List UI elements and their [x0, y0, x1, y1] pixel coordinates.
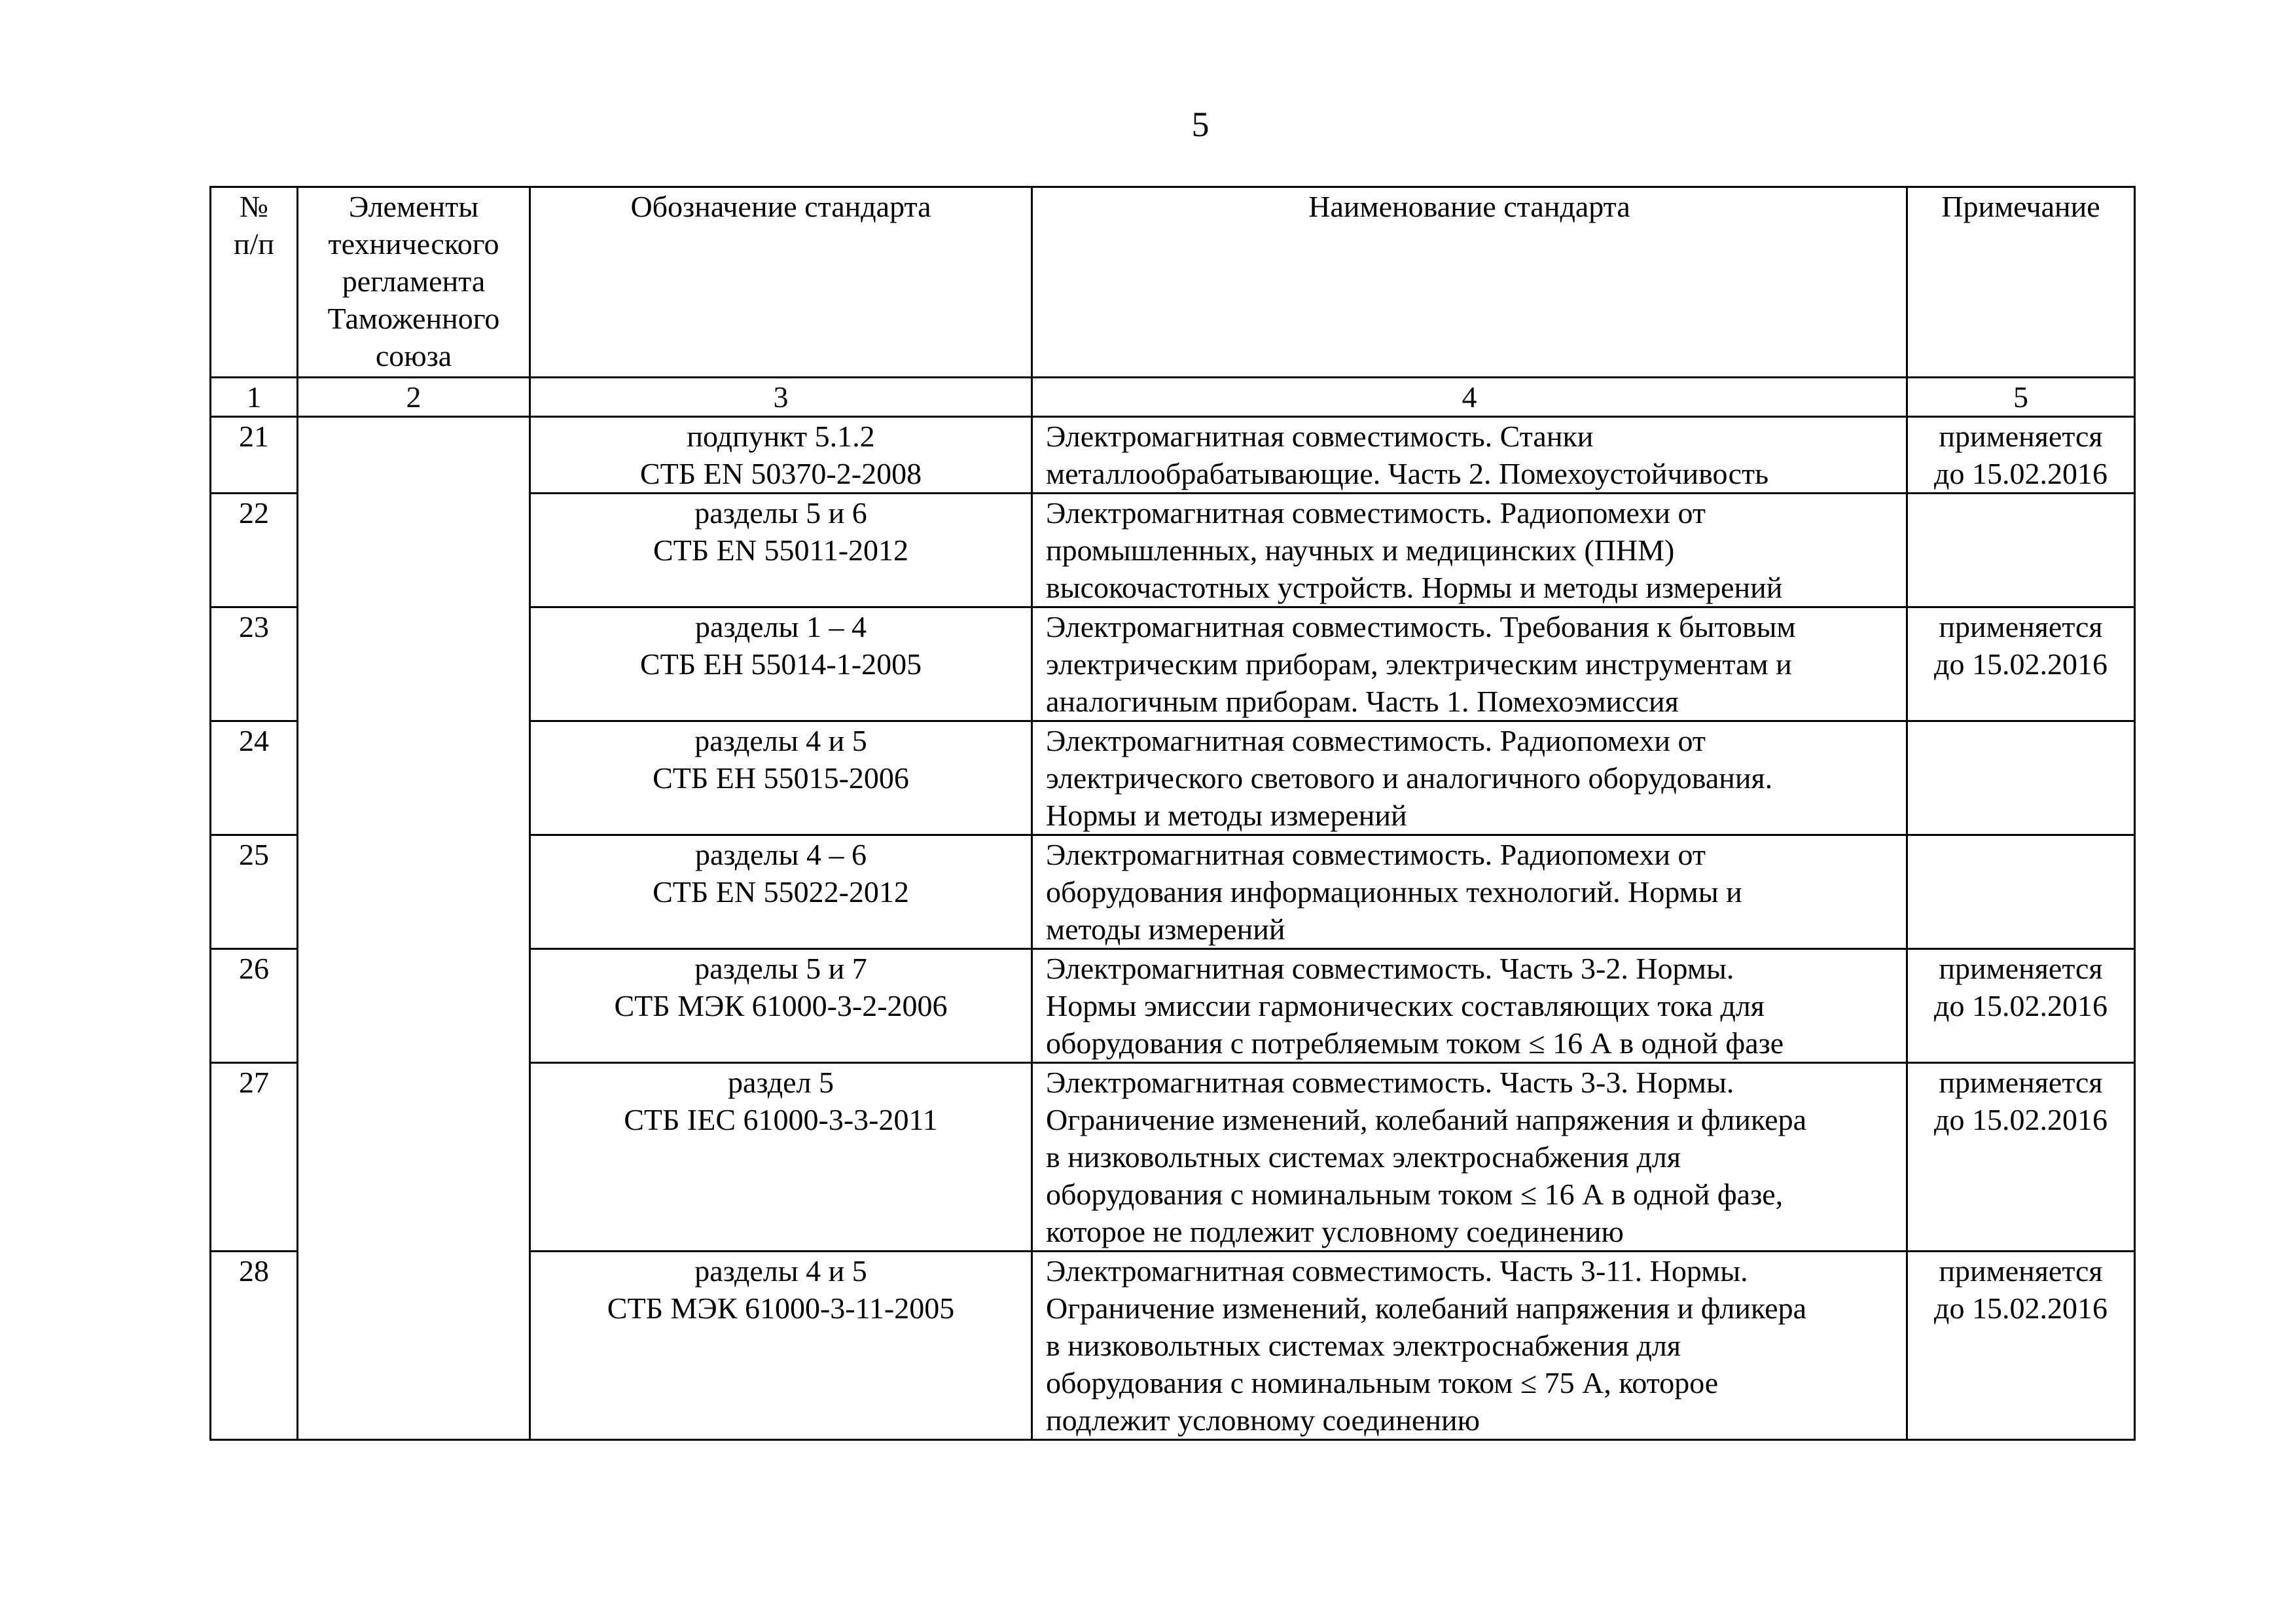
standard-designation-line: СТБ МЭК 61000-3-11-2005: [607, 1291, 955, 1325]
standard-name-line: электрического светового и аналогичного оборудования.: [1046, 761, 1773, 795]
standard-name-line: Электромагнитная совместимость. Станки: [1046, 420, 1594, 453]
standard-name-line: высокочастотных устройств. Нормы и методы измерений: [1046, 571, 1783, 604]
standard-note: [1907, 949, 2135, 1063]
standard-name-line: которое не подлежит условному соединению: [1046, 1215, 1624, 1248]
standard-designation: [530, 494, 1032, 607]
standard-name-line: оборудования с потребляемым током ≤ 16 А в одной фазе: [1046, 1026, 1784, 1060]
table-header-row: [211, 187, 2135, 378]
standard-designation-line: разделы 4 и 5: [694, 1254, 867, 1288]
standard-name: [1032, 1252, 1907, 1440]
row-number: 25: [211, 835, 298, 949]
standard-note: [1907, 835, 2135, 949]
standard-designation: [530, 417, 1032, 494]
standard-name-line: Электромагнитная совместимость. Часть 3-3. Нормы.: [1046, 1066, 1734, 1099]
standard-note-line: до 15.02.2016: [1934, 1291, 2108, 1325]
standard-name-line: Ограничение изменений, колебаний напряжения и фликера: [1046, 1291, 1807, 1325]
standard-note-line: применяется: [1939, 1066, 2103, 1099]
header-name: Наименование стандарта: [1032, 187, 1907, 378]
standard-name-line: Нормы эмиссии гармонических составляющих тока для: [1046, 989, 1765, 1022]
standard-name-line: Электромагнитная совместимость. Радиопомехи от: [1046, 838, 1706, 871]
standard-name-line: методы измерений: [1046, 912, 1285, 946]
standard-designation-line: разделы 4 – 6: [695, 838, 867, 871]
standard-note: [1907, 417, 2135, 494]
standard-name: [1032, 835, 1907, 949]
standard-name-line: Электромагнитная совместимость. Радиопомехи от: [1046, 724, 1706, 757]
standard-designation-line: СТБ IEC 61000-3-3-2011: [624, 1103, 938, 1136]
standard-designation-line: разделы 1 – 4: [695, 610, 867, 643]
standard-designation-line: СТБ МЭК 61000-3-2-2006: [614, 989, 948, 1022]
standard-name-line: оборудования с номинальным током ≤ 75 А, которое: [1046, 1366, 1719, 1399]
standard-name: [1032, 949, 1907, 1063]
standard-designation-line: раздел 5: [727, 1066, 834, 1099]
table-body: [211, 417, 2135, 1440]
standard-name-line: подлежит условному соединению: [1046, 1403, 1480, 1437]
standard-designation-line: разделы 4 и 5: [694, 724, 867, 757]
standard-name: [1032, 417, 1907, 494]
standard-designation-line: СТБ ЕН 55015-2006: [653, 761, 909, 795]
row-number: 23: [211, 607, 298, 721]
column-number: 1: [211, 378, 298, 417]
standard-designation: [530, 835, 1032, 949]
standard-designation-line: СТБ EN 50370-2-2008: [639, 457, 922, 490]
column-number-row: [211, 378, 2135, 417]
standard-name-line: промышленных, научных и медицинских (ПНМ): [1046, 533, 1675, 567]
elements-cell: [298, 417, 530, 1440]
standard-note: [1907, 607, 2135, 721]
row-number: 22: [211, 494, 298, 607]
header-num: № п/п: [211, 187, 298, 378]
row-number: 27: [211, 1063, 298, 1252]
standard-designation: [530, 607, 1032, 721]
standard-note-line: до 15.02.2016: [1934, 647, 2108, 681]
standard-name: [1032, 721, 1907, 835]
standard-designation: [530, 1252, 1032, 1440]
standard-name-line: аналогичным приборам. Часть 1. Помехоэмиссия: [1046, 685, 1679, 718]
table-row: [211, 417, 2135, 494]
standard-name-line: электрическим приборам, электрическим инструментам и: [1046, 647, 1792, 681]
row-number: 28: [211, 1252, 298, 1440]
row-number: 21: [211, 417, 298, 494]
standard-designation-line: подпункт 5.1.2: [687, 420, 875, 453]
standard-note: [1907, 1252, 2135, 1440]
standard-name-line: Электромагнитная совместимость. Требования к бытовым: [1046, 610, 1796, 643]
standard-designation: [530, 1063, 1032, 1252]
standard-note: [1907, 494, 2135, 607]
header-designation: Обозначение стандарта: [530, 187, 1032, 378]
standard-note-line: до 15.02.2016: [1934, 1103, 2108, 1136]
standard-note-line: применяется: [1939, 952, 2103, 985]
standard-note-line: применяется: [1939, 420, 2103, 453]
standard-name-line: металлообрабатывающие. Часть 2. Помехоустойчивость: [1046, 457, 1769, 490]
standards-table: [209, 186, 2136, 1441]
standard-name: [1032, 1063, 1907, 1252]
standard-note-line: применяется: [1939, 1254, 2103, 1288]
standard-designation-line: разделы 5 и 7: [694, 952, 867, 985]
header-elements: Элементы технического регламента Таможенного союза: [298, 187, 530, 378]
standard-designation-line: СТБ EN 55022-2012: [653, 875, 909, 909]
row-number: 24: [211, 721, 298, 835]
standard-designation-line: разделы 5 и 6: [694, 496, 867, 530]
column-number: 3: [530, 378, 1032, 417]
standard-name: [1032, 607, 1907, 721]
standard-designation-line: СТБ ЕН 55014-1-2005: [639, 647, 922, 681]
standard-designation: [530, 721, 1032, 835]
standard-note: [1907, 1063, 2135, 1252]
column-number: 2: [298, 378, 530, 417]
standard-name-line: Ограничение изменений, колебаний напряжения и фликера: [1046, 1103, 1807, 1136]
standard-name-line: оборудования с номинальным током ≤ 16 А в одной фазе,: [1046, 1178, 1784, 1211]
standard-name-line: в низковольтных системах электроснабжения для: [1046, 1140, 1681, 1174]
standard-name-line: в низковольтных системах электроснабжения для: [1046, 1329, 1681, 1362]
standard-name-line: Электромагнитная совместимость. Радиопомехи от: [1046, 496, 1706, 530]
standard-note-line: до 15.02.2016: [1934, 457, 2108, 490]
standard-name-line: Нормы и методы измерений: [1046, 799, 1407, 832]
standard-name-line: оборудования информационных технологий. Нормы и: [1046, 875, 1742, 909]
header-note: Примечание: [1907, 187, 2135, 378]
column-number: 4: [1032, 378, 1907, 417]
standard-note-line: до 15.02.2016: [1934, 989, 2108, 1022]
standard-name: [1032, 494, 1907, 607]
row-number: 26: [211, 949, 298, 1063]
standard-name-line: Электромагнитная совместимость. Часть 3-11. Нормы.: [1046, 1254, 1748, 1288]
column-number: 5: [1907, 378, 2135, 417]
standard-note-line: применяется: [1939, 610, 2103, 643]
page-number: 5: [1191, 105, 1210, 144]
standard-designation: [530, 949, 1032, 1063]
standard-note: [1907, 721, 2135, 835]
standard-name-line: Электромагнитная совместимость. Часть 3-2. Нормы.: [1046, 952, 1734, 985]
standard-designation-line: СТБ EN 55011-2012: [653, 533, 909, 567]
